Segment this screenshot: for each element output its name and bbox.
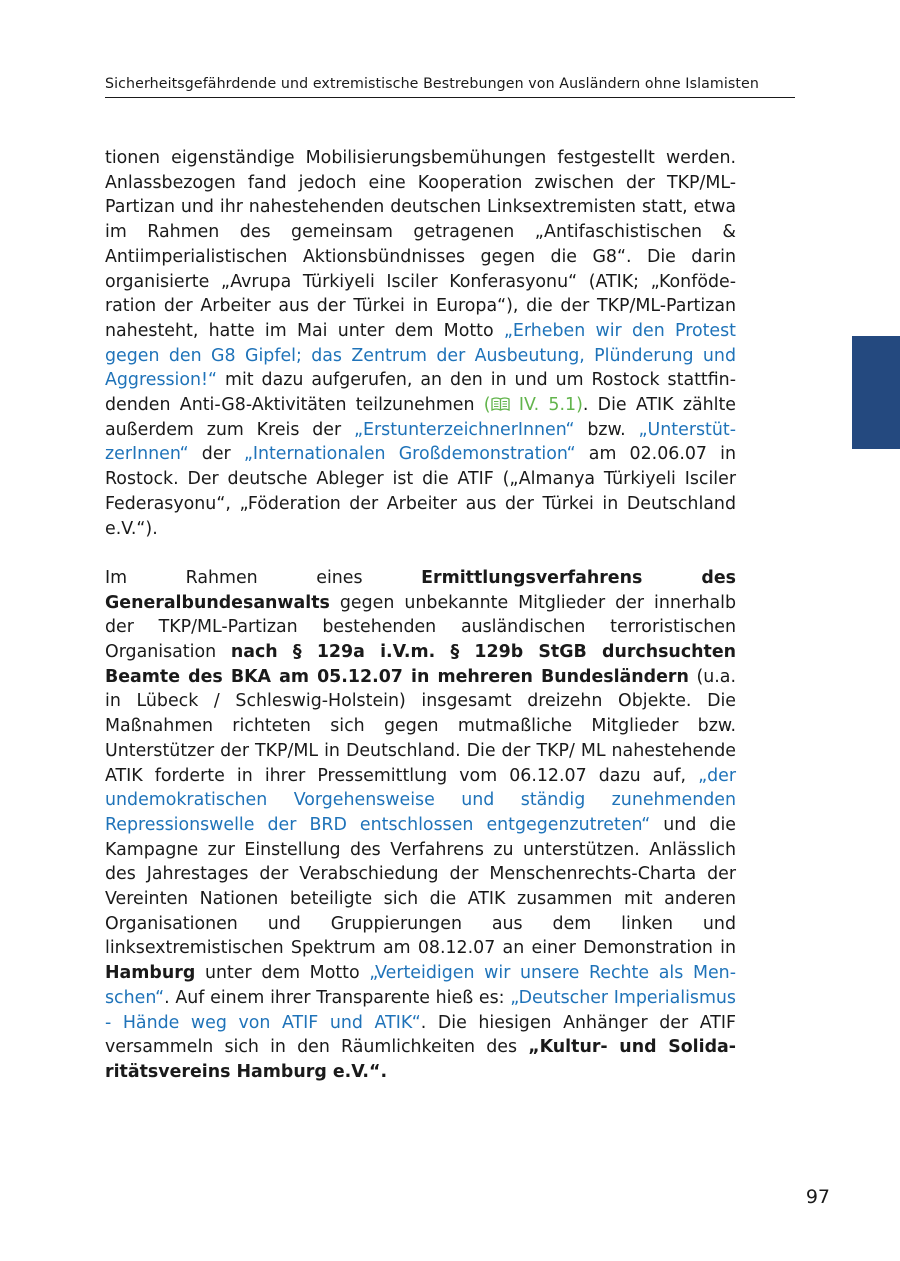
- text-run: bzw.: [574, 419, 639, 440]
- quote-transparent: „Deutscher Imperialismus - Hände weg von ATIF und ATIK“: [105, 987, 736, 1033]
- quote-erstunterzeichner: „ErstunterzeichnerInnen“: [354, 419, 575, 440]
- quote-motto-g8: „Erheben wir den Protest gegen den G8 Gipfel; das Zentrum der Ausbeutung, Plünderung und Aggression!“: [105, 320, 736, 391]
- text-run: . Auf einem ihrer Transparente hieß es:: [164, 987, 511, 1008]
- quote-menschenrechte: „Verteidigen wir unsere Rechte als Menschen“: [105, 963, 736, 1008]
- text-run: am 02.06.07 in Rostock. Der deutsche Ableger ist die ATIF („Almanya Türkiyeli Isciler Federasyonu“, „Föderation der Arbeiter aus der Türkei in Deutschland e.V.“).: [105, 444, 737, 539]
- bold-kulturverein: „Kultur- und Solidaritätsvereins Hamburg e.V.“.: [105, 1037, 736, 1082]
- running-header: Sicherheitsgefährdende und extremistische Bestrebungen von Ausländern ohne Islamisten: [105, 76, 795, 98]
- chapter-side-tab: [852, 336, 900, 449]
- text-run: (u.a. in Lübeck / Schleswig-Holstein) insgesamt dreizehn Objekte. Die Maßnahmen richteten sich gegen mutmaßliche Mitglieder bzw. Unterstützer der TKP/ML in Deutschland. Die der TKP/ ML nahestehende ATIK forderte in ihrer Pressemittlung vom 06.12.07 dazu auf,: [105, 666, 736, 786]
- text-run: tionen eigenständige Mobilisierungsbemühungen festgestellt werden. Anlassbezogen fand jedoch eine Kooperation zwischen der TKP/ML-Partizan und ihr nahestehenden deutschen Linksextremisten statt, etwa im Rahmen des gemeinsam getragenen „Antifaschistischen & Antiimperialistischen Aktionsbündnisses gegen die G8“. Die darin organisierte „Avrupa Türkiyeli Isciler Konferasyonu“ (ATIK; „Konföderation der Arbeiter aus der Türkei in Europa“), die der TKP/ML-Partizan nahesteht, hatte im Mai unter dem Motto: [105, 148, 736, 341]
- xref-target: IV. 5.1): [509, 395, 583, 416]
- cross-reference-link[interactable]: [484, 395, 583, 415]
- quote-repressionswelle: „der undemokratischen Vorgehensweise und ständig zunehmenden Repressionswelle der BRD entschlossen entgegenzutreten“: [105, 765, 736, 835]
- book-icon: [491, 397, 510, 411]
- text-run: unter dem Motto: [195, 963, 370, 984]
- text-run: mit dazu aufgerufen, an den in und um Rostock stattfindenden Anti-G8-Aktivitäten teilzunehmen: [105, 370, 736, 416]
- bold-hamburg: Hamburg: [105, 963, 196, 984]
- text-run: gegen unbekannte Mitglieder der innerhalb der TKP/ML-Partizan bestehenden ausländischen terroristischen Organisation: [105, 592, 736, 663]
- text-run: . Die hiesigen Anhänger der ATIF versammeln sich in den Räumlichkeiten des: [105, 1012, 736, 1058]
- page-number: 97: [805, 1186, 830, 1208]
- bold-ermittlungsverfahren: Ermittlungsverfahrens des Generalbundesanwalts: [105, 567, 737, 613]
- text-run: und die Kampagne zur Einstellung des Verfahrens zu unterstützen. Anlässlich des Jahrestages der Verabschiedung der Menschenrechts-Charta der Vereinten Nationen beteiligte sich die ATIK zusammen mit anderen Organisationen und Gruppierungen aus dem linken und linksextremistischen Spektrum am 08.12.07 an einer Demonstration in: [105, 814, 736, 959]
- bold-durchsuchung: nach § 129a i.V.m. § 129b StGB durchsuchten Beamte des BKA am 05.12.07 in mehreren Bundesländern: [105, 642, 736, 687]
- paragraph-2: [105, 566, 736, 1085]
- body-text: [105, 146, 736, 1085]
- text-run: der: [188, 444, 244, 465]
- text-run: Im Rahmen eines: [105, 567, 422, 588]
- xref-open-paren: (: [483, 395, 491, 416]
- quote-grossdemonstration: „Internationalen Großdemonstration“: [243, 444, 576, 465]
- text-run: . Die ATIK zählte außerdem zum Kreis der: [105, 395, 737, 440]
- paragraph-1: [105, 146, 736, 541]
- quote-unterstuetzer: „UnterstützerInnen“: [105, 419, 736, 465]
